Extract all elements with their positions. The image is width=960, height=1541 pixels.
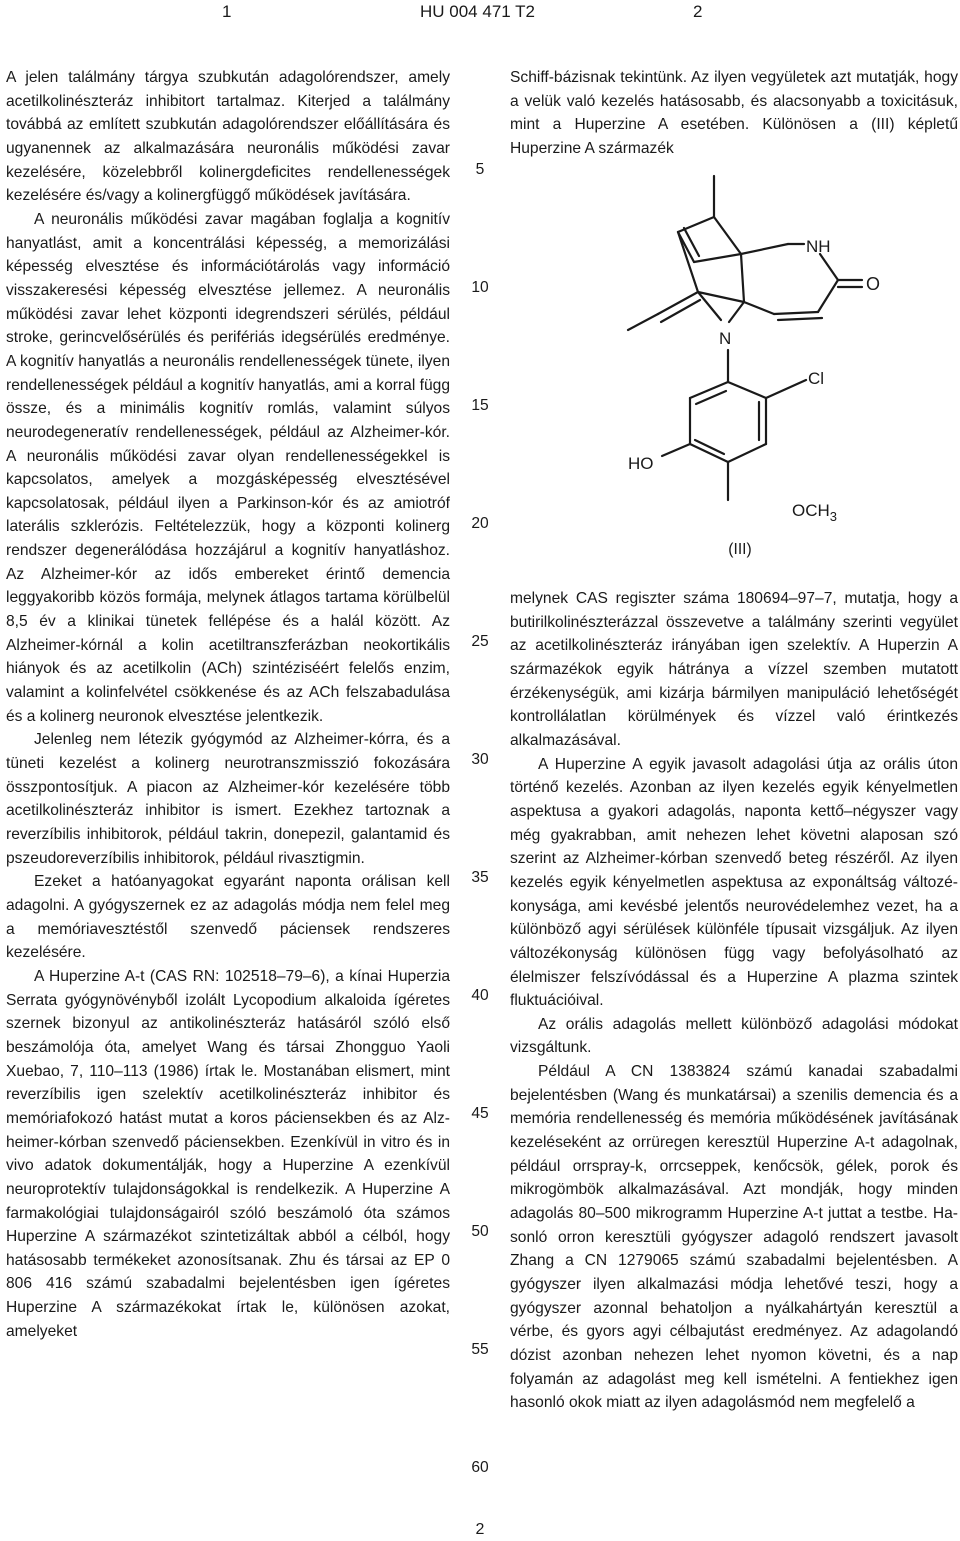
- figure-caption: (III): [728, 541, 752, 558]
- hydroxy-label: HO: [628, 454, 654, 473]
- paragraph: A Huperzine A egyik javasolt adagolási útja az orális úton történő kezelés. Azonban az ilyen kezelés egyik kényelmetlen aspektusa a gyakori adagolás, naponta kettő–négyszer vagy még gyakrabban, amit nehezen lehet követni alaposan szó szerint az Alzheimer-kórban szenvedő beteg részéről. Az ilyen kezelés egyik kényelmetlen aspektusa az exponáltság változékonysága, ami kevésbé jelentős neurovédelemhez vezet, ha a különböző agyi sérülések különféle típusait vizsgáljuk. Az ilyen változékonyság különösen függ vagy befolyásolható az élelmiszer felszívódással és a Huperzine A plazma szintek fluktuációival.: [510, 755, 958, 1010]
- line-number-gutter: [456, 0, 504, 1541]
- line-number: 25: [471, 633, 489, 650]
- header-page-left: 1: [222, 2, 232, 21]
- line-number: 50: [471, 1223, 489, 1240]
- nitrogen-label: N: [719, 329, 732, 348]
- line-number: 5: [475, 161, 485, 178]
- right-column-top: [510, 66, 958, 161]
- line-number: 45: [471, 1105, 489, 1122]
- paragraph: Például A CN 1383824 számú kanadai szabadalmi bejelentésben (Wang és munkatársai) a szenilis demencia és a memória rendellenesség és memória működésének javításának kezeléseként az orrüregen keresztül Huperzine A-t adagolnak, például orrspray-k, orrcseppek, kenőcsök, gélek, porok és mikrogömbök alkalmazásával. Azt mondják, hogy minden adagolás 80–500 mikrogramm Huperzine A-t juttat a testbe. Hasonló orron keresztüli gyógyszer adagoló rendszert javasolt Zhang a CN 1279065 számú szabadalmi bejelentésben. A gyógyszer ilyen alkalmazási módja lehetővé teszi, hogy a gyógyszer azonnal behatoljon a nyálkahártyán keresztül a vérbe, és gyors agyi célbajutást eredményez. Az adagolandó dózist azonban nehezen lehet nyomon követni, és a nap folyamán az adagolást meg kell ismételni. A fentiekhez igen hasonló okok miatt az ilyen adagolásmód nem megfelelő a: [510, 1063, 958, 1412]
- paragraph: Az orális adagolás mellett különböző adagolási módokat vizsgáltunk.: [510, 1015, 958, 1057]
- line-number: 35: [471, 869, 489, 886]
- paragraph: A jelen találmány tárgya szubkután adagolórendszer, amely acetilkolinészteráz inhibitort tartalmaz. Kiterjed a találmány továbbá az említett szubkután adagolórendszer előállítására és ugyanennek az alkalmazására neuronális működési zavar kezelésére, közelebbről kolinergdeficites rendellenességek kezelésére és/vagy a kolinergfüggő működések javítására.: [6, 69, 450, 205]
- paragraph: melynek CAS regiszter száma 180694–97–7, mutatja, hogy a butirilkolinészterázzal összevetve a találmány szerinti vegyület az acetilkolinészteráz irányában igen szelektív. A Huperzin A származékok egyik hátránya a vízzel szemben mutatott érzékenységük, ami kizárja bármilyen manipuláció lehetőségét kontrollálatlan körülmények és vízzel való érintkezés alkalmazásával.: [510, 590, 958, 749]
- line-number: 55: [471, 1341, 489, 1358]
- paragraph: Schiff-bázisnak tekintünk. Az ilyen vegyületek azt mutatják, hogy a velük való kezelés hatásosabb, és alacsonyabb a toxicitásuk, mint a Huperzine A esetében. Különösen a (III) képletű Huperzine A származék: [510, 69, 958, 157]
- header-page-right: 2: [693, 2, 703, 21]
- paragraph: A neuronális működési zavar magában foglalja a kognitív hanyatlást, amit a koncentrálási képesség, a memorizálási képesség elvesztése és információtárolás vagy információ visszakeresési képesség elvesztése jellemez. A neuronális működési zavar lehet központi idegrendszeri sérülés, például stroke, gerincvelősérülés és perifériás idegsérülés eredménye. A kognitív hanyatlás a neuronális rendellenességek tünete, ilyen rendellenességek például a kognitív hanyatlás, ami a korral függ össze, és a minimális kognitív romlás, valamint súlyos neurodegeneratív rendellenességek, például az Alzheimer-kór. A neuronális működési zavar olyan rendellenességekkel is kapcsolatos, amelyek a mozgásképesség elvesztésével kapcsolatosak, például ilyen a Parkinson-kór és az amiotróf laterális szklerózis. Feltételezzük, hogy a központi kolinerg rendszer degenerálódása hozzájárul a kognitív hanyatláshoz. Az Alzheimer-kór az idős embereket érintő demencia leggyakoribb közös formája, melynek átlagos tartama körülbelül 8,5 év a klinikai tünetek fellépése és a halál között. Az Alzheimer-kórnál a kolin acetiltranszferázban neokortikális hiányok és az acetilkolin (ACh) szintéziséért felelős enzim, valamint a kolinfelvétel csökkenése és az ACh felszabadulása és a kolinerg neuronok elvesztése jelentkezik.: [6, 210, 450, 725]
- header-patent-id: HU 004 471 T2: [420, 2, 535, 21]
- line-number: 10: [471, 279, 489, 296]
- oxygen-label: O: [866, 274, 881, 294]
- paragraph: Jelenleg nem létezik gyógymód az Alzheimer-kórra, és a tüneti kezelést a kolinerg neurotranszmisszió fokozására összpontosítjuk. A piacon az Alzheimer-kór kezelésére több acetilkolinészteráz inhibitor is ismert. Ezekhez tartoznak a reverzíbilis inhibitorok, például takrin, donepezil, galantamid és pszeudoreverzíbilis inhibitorok, például rivasztigmin.: [6, 731, 450, 867]
- line-number: 60: [471, 1459, 489, 1476]
- line-number: 15: [471, 397, 489, 414]
- line-number: 30: [471, 751, 489, 768]
- paragraph: Ezeket a hatóanyagokat egyaránt naponta orálisan kell adagolni. A gyógyszernek ez az adagolás módja nem felel meg a memóriavesztéstől szenvedő páciensek rendszeres kezelésére.: [6, 873, 450, 962]
- page-footer: [0, 1521, 960, 1539]
- paragraph: A Huperzine A-t (CAS RN: 102518–79–6), a kínai Huperzia Serrata gyógynövényből izolált Lycopodium alkaloida ígéretes szernek bizonyul az antikolinészteráz hatásáról szóló első beszámolója óta, amelyet Wang és társai Zhongguo Yaoli Xuebao, 7, 110–113 (1986) írtak le. Mostanában elismert, mint reverzíbilis igen szelektív acetilkolinészteráz inhibitor és memóriafokozó hatást mutat a koros páciensekben és az Alzheimer-kórban szenvedő páciensekben. Ezenkívül in vitro és in vivo adatok dokumentálják, hogy a Huperzine A ezenkívül neuroprotektív tulajdonságokkal is rendelkezik. A Huperzine A farmakológiai tulajdonságairól szóló beszámoló óta számos Huperzine A származékot szintetizáltak abból a célból, hogy hatásosabb termékeket azonosítsanak. Zhu és társai az EP 0 806 416 számú szabadalmi bejelentésben igen ígéretes Huperzine A származékokat írtak le, különösen azokat, amelyeket: [6, 967, 450, 1340]
- nh-label: NH: [806, 237, 831, 256]
- chlorine-label: Cl: [808, 369, 825, 388]
- chemical-structure-figure: [566, 162, 906, 562]
- line-number: 40: [471, 987, 489, 1004]
- methoxy-label: $OCH_3$: [792, 501, 838, 524]
- bond-lines: [628, 176, 862, 500]
- structure-formula-iii: [566, 162, 906, 562]
- footer-page-number: 2: [475, 1521, 485, 1538]
- line-number: 20: [471, 515, 489, 532]
- right-column: [510, 587, 958, 1415]
- left-column: [6, 66, 450, 1343]
